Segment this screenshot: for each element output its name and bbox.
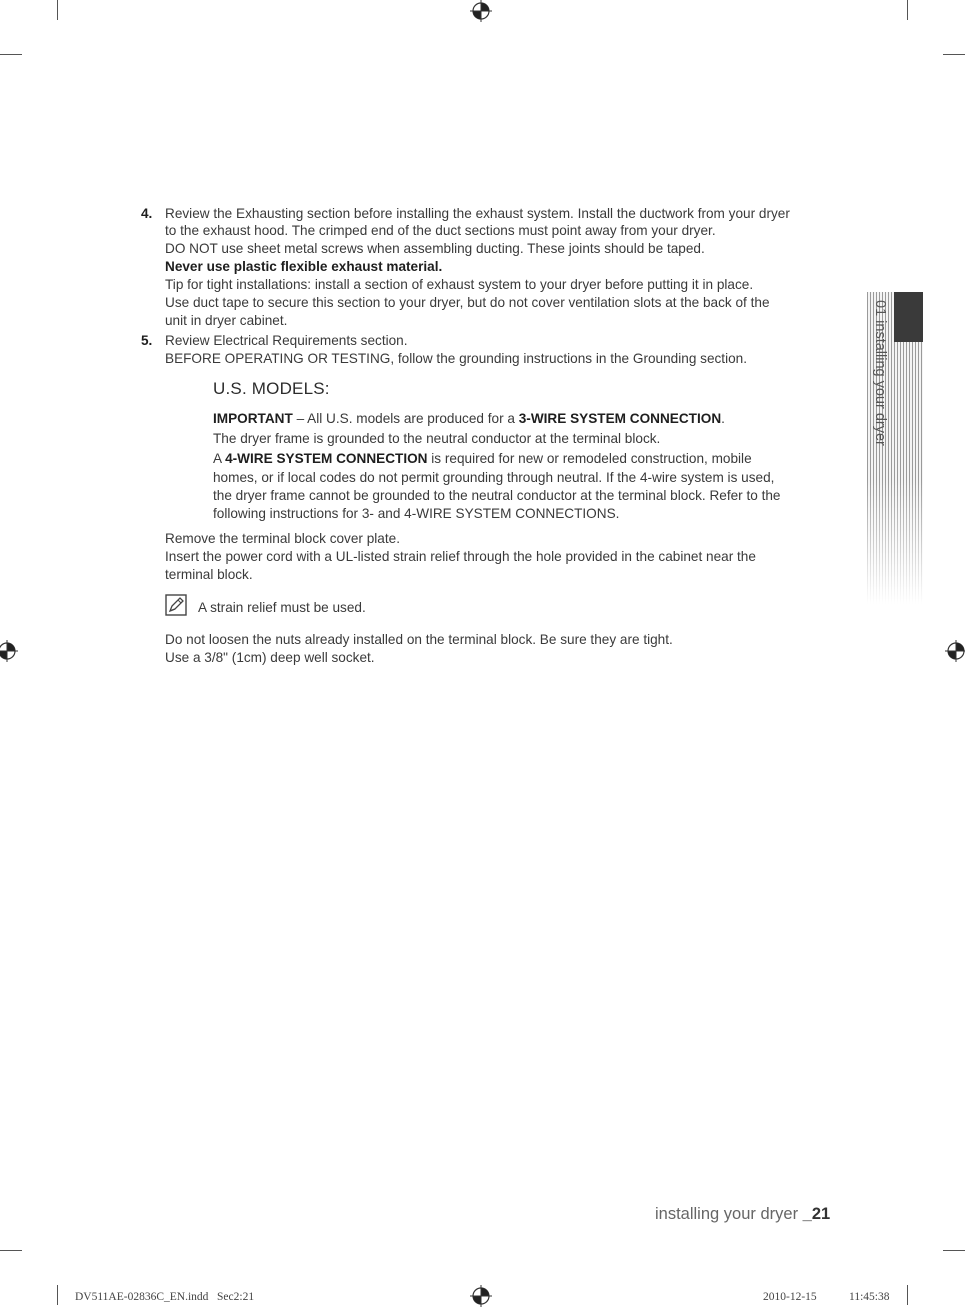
item-5-number: 5.: [141, 333, 153, 348]
crop-mark-left-top: [0, 54, 22, 55]
crop-mark-right-top: [943, 54, 965, 55]
registration-target-icon: [470, 0, 492, 22]
registration-target-icon: [0, 640, 18, 662]
item-5-line: Review Electrical Requirements section.: [165, 333, 408, 348]
side-tab-label: 01 installing your dryer: [872, 300, 888, 446]
step-line: Insert the power cord with a UL-listed strain relief through the hole provided in the cabinet near the: [165, 549, 756, 564]
item-4-warning: Never use plastic flexible exhaust material.: [165, 259, 443, 274]
note-text: A strain relief must be used.: [198, 600, 366, 615]
three-wire-term: 3-WIRE SYSTEM CONNECTION: [518, 411, 722, 426]
item-4-line: Review the Exhausting section before installing the exhaust system. Install the ductwork from your dryer: [165, 206, 790, 221]
important-line: [213, 410, 725, 428]
slug-date: 2010-12-15: [763, 1291, 817, 1303]
item-4-line: to the exhaust hood. The crimped end of the duct sections must point away from your dryer.: [165, 223, 716, 238]
crop-mark-bottom-right: [907, 1285, 908, 1305]
four-wire-continuation: homes, or if local codes do not permit grounding through neutral. If the 4-wire system is used,: [213, 470, 775, 485]
item-5-line: BEFORE OPERATING OR TESTING, follow the grounding instructions in the Grounding section.: [165, 351, 748, 366]
four-wire-continuation: the dryer frame cannot be grounded to the neutral conductor at the terminal block. Refer to the: [213, 488, 781, 503]
important-text: – All U.S. models are produced for a: [292, 411, 519, 426]
important-period: .: [721, 411, 725, 426]
crop-mark-left-bottom: [0, 1250, 22, 1251]
closing-line: Use a 3/8" (1cm) deep well socket.: [165, 650, 375, 665]
crop-mark-top-left: [57, 0, 58, 20]
crop-mark-top-right: [907, 0, 908, 20]
step-line: terminal block.: [165, 567, 253, 582]
closing-line: Do not loosen the nuts already installed on the terminal block. Be sure they are tight.: [165, 632, 673, 647]
side-tab-marker: [894, 292, 923, 342]
four-wire-continuation: following instructions for 3- and 4-WIRE SYSTEM CONNECTIONS.: [213, 506, 620, 521]
frame-line: The dryer frame is grounded to the neutral conductor at the terminal block.: [213, 431, 661, 446]
item-4-number: 4.: [141, 206, 153, 221]
page-footer: [655, 1205, 830, 1224]
step-line: Remove the terminal block cover plate.: [165, 531, 400, 546]
registration-target-icon: [945, 640, 965, 662]
four-wire-suffix: is required for new or remodeled construction, mobile: [427, 451, 752, 466]
four-wire-term: 4-WIRE SYSTEM CONNECTION: [225, 451, 428, 466]
crop-mark-right-bottom: [943, 1250, 965, 1251]
registration-target-icon: [470, 1285, 492, 1307]
item-4-tip-line: unit in dryer cabinet.: [165, 313, 288, 328]
slug-time: 11:45:38: [849, 1291, 890, 1303]
us-models-heading: U.S. MODELS:: [213, 379, 330, 398]
footer-section-title: installing your dryer: [655, 1205, 803, 1223]
item-4-line: DO NOT use sheet metal screws when assembling ducting. These joints should be taped.: [165, 241, 705, 256]
slug-file: DV511AE-02836C_EN.indd Sec2:21: [75, 1291, 255, 1303]
item-4-tip-line: Use duct tape to secure this section to your dryer, but do not cover ventilation slots at the back of the: [165, 295, 770, 310]
important-label: IMPORTANT: [213, 411, 293, 426]
item-4-tip-line: Tip for tight installations: install a section of exhaust system to your dryer before putting it in place.: [165, 277, 754, 292]
four-wire-prefix: A: [213, 451, 226, 466]
four-wire-line: [213, 450, 752, 468]
note-pencil-icon: [165, 594, 187, 616]
page-number: _21: [802, 1205, 831, 1223]
crop-mark-bottom-left: [57, 1285, 58, 1305]
